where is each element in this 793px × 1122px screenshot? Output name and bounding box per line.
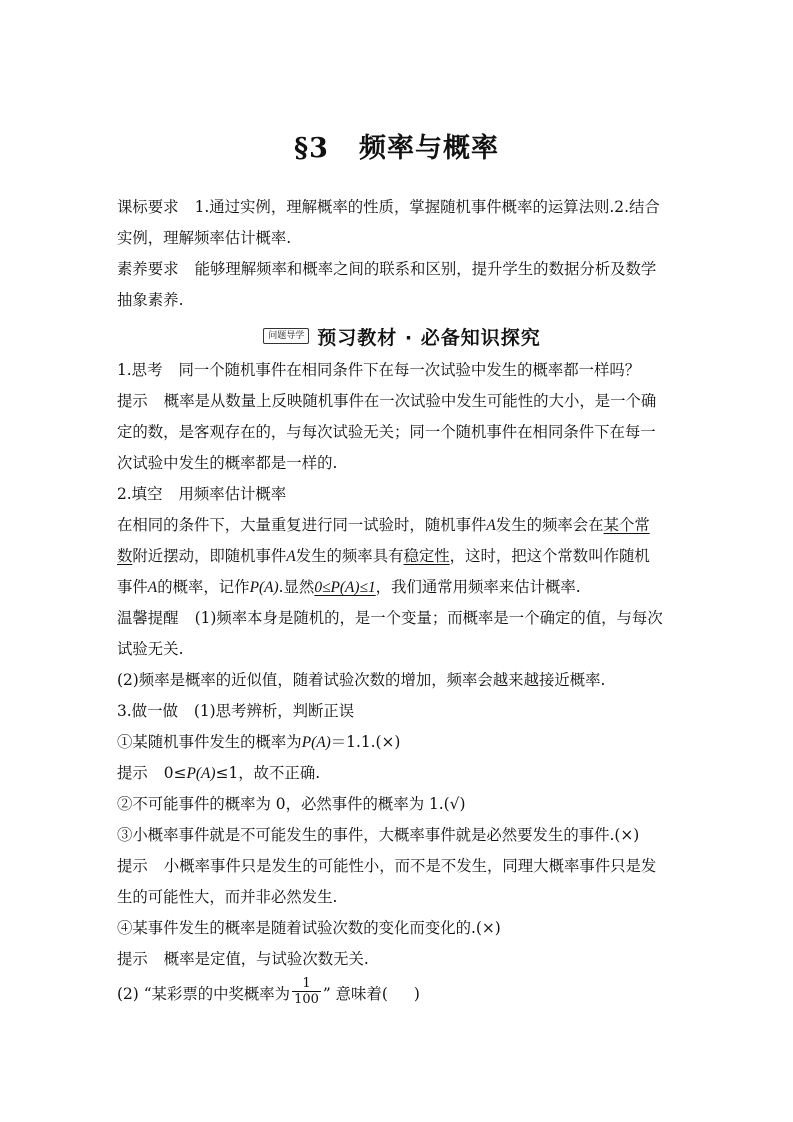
fill-paragraph-line: 数附近摆动，即随机事件A发生的频率具有稳定性，这时，把这个常数叫作随机 xyxy=(117,547,650,565)
tip-label: 温馨提醒 xyxy=(117,609,179,627)
content-body xyxy=(117,192,687,1011)
blank-answer: 0≤P(A)≤1 xyxy=(314,579,376,596)
blank-answer: 数 xyxy=(117,547,133,565)
title-number: §3 xyxy=(294,133,329,164)
section-title: 预习教材 · 必备知识探究 xyxy=(317,327,541,349)
tip-line: 试验无关. xyxy=(117,640,184,658)
hint-label: 提示 xyxy=(117,392,148,410)
question-line: 1.思考 同一个随机事件在相同条件下在每一次试验中发生的概率都一样吗？ xyxy=(117,361,641,379)
requirement-line: 课标要求 1.通过实例，理解概率的性质，掌握随机事件概率的运算法则.2.结合 xyxy=(117,198,660,216)
hint-line: 提示 0≤P(A)≤1，故不正确. xyxy=(117,764,321,782)
requirement-line: 实例，理解频率估计概率. xyxy=(117,229,292,247)
literacy-line: 素养要求 能够理解频率和概率之间的联系和区别，提升学生的数据分析及数学 xyxy=(117,260,657,278)
exercise-item: ③小概率事件就是不可能发生的事件，大概率事件就是必然要发生的事件.(×) xyxy=(117,826,640,844)
tip-line: 温馨提醒 (1)频率本身是随机的，是一个变量；而概率是一个确定的值，与每次 xyxy=(117,609,663,627)
blank-answer: 稳定性 xyxy=(403,547,450,565)
hint-line: 提示 概率是从数量上反映随机事件在一次试验中发生可能性的大小，是一个确 xyxy=(117,392,657,410)
exercise-item: (2) “某彩票的中奖概率为 $\frac{1}{100}$ ” 意味着( ) xyxy=(117,975,420,1007)
fill-heading: 2.填空 用频率估计概率 xyxy=(117,485,287,503)
hint-line: 次试验中发生的概率都是一样的. xyxy=(117,454,338,472)
section-heading xyxy=(117,319,687,355)
hint-label: 提示 xyxy=(117,857,148,875)
hint-label: 提示 xyxy=(117,764,148,782)
exercise-heading: 3.做一做 (1)思考辨析，判断正误 xyxy=(117,702,355,720)
variable-a: A xyxy=(286,548,296,565)
variable-a: A xyxy=(486,517,496,534)
formula-pa: P(A) xyxy=(249,579,279,596)
hint-line: 提示 小概率事件只是发生的可能性小，而不是不发生，同理大概率事件只是发 xyxy=(117,857,657,875)
page-title xyxy=(0,126,793,165)
section-badge: 问题导学 xyxy=(263,328,309,344)
exercise-item: ②不可能事件的概率为 0，必然事件的概率为 1.(√) xyxy=(117,795,466,813)
literacy-label: 素养要求 xyxy=(117,260,179,278)
hint-line: 定的数，是客观存在的，与每次试验无关；同一个随机事件在相同条件下在每一 xyxy=(117,423,656,441)
variable-a: A xyxy=(147,579,158,596)
hint-label: 提示 xyxy=(117,950,148,968)
fill-paragraph-line: 在相同的条件下，大量重复进行同一试验时，随机事件A发生的频率会在某个常 xyxy=(117,516,650,534)
tip-line: (2)频率是概率的近似值，随着试验次数的增加，频率会越来越接近概率. xyxy=(117,671,606,689)
hint-line: 提示 概率是定值，与试验次数无关. xyxy=(117,950,369,968)
blank-answer: 某个常 xyxy=(603,516,650,534)
fraction: $\frac{1}{100}$ xyxy=(294,975,319,1007)
literacy-line: 抽象素养. xyxy=(117,291,184,309)
fill-paragraph-line: 事件A的概率，记作P(A).显然0≤P(A)≤1，我们通常用频率来估计概率. xyxy=(117,578,581,596)
exercise-item: ④某事件发生的概率是随着试验次数的变化而变化的.(×) xyxy=(117,919,501,937)
requirement-label: 课标要求 xyxy=(117,198,179,216)
exercise-item: ①某随机事件发生的概率为P(A)＝1.1.(×) xyxy=(117,733,401,751)
hint-line: 生的可能性大，而并非必然发生. xyxy=(117,888,338,906)
title-text: 频率与概率 xyxy=(358,133,499,164)
